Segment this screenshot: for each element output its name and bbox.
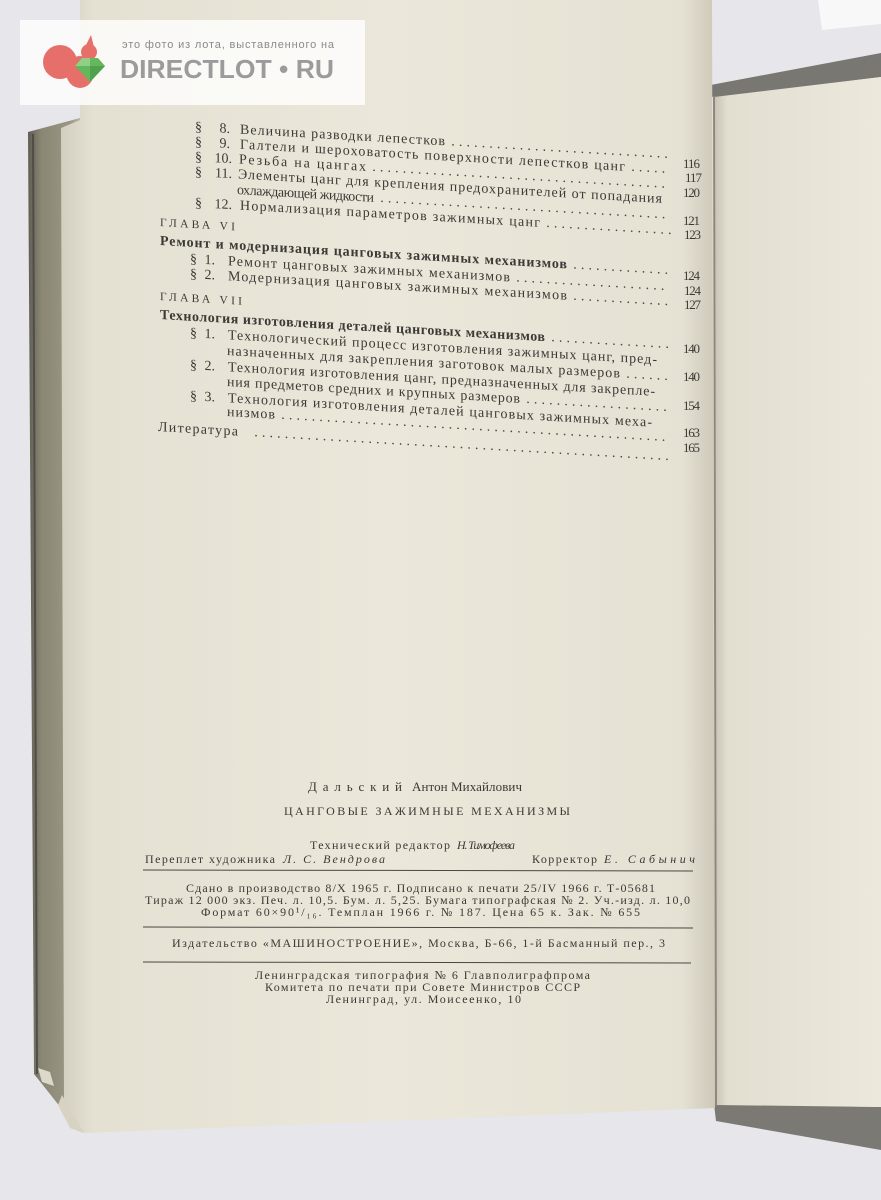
section-number: 2.: [204, 358, 215, 375]
section-sign: §: [190, 267, 197, 283]
page-number: 140: [683, 341, 700, 356]
watermark: [20, 20, 365, 105]
page-number: 124: [684, 283, 701, 298]
corrector-label: Корректор: [532, 852, 597, 866]
page-number: 163: [683, 425, 700, 440]
publisher-line: Издательство «МАШИНОСТРОЕНИЕ», Москва, Б-66, 1-й Басманный пер., 3: [172, 936, 665, 950]
page-number: 140: [683, 369, 700, 384]
section-title: Технология изготовления деталей цанговых зажимных меха-: [228, 391, 652, 431]
section-sign: §: [195, 196, 202, 212]
printer-line: Ленинградская типография № 6 Главполиграфпрома: [255, 968, 590, 982]
chapter-title: Технология изготовления деталей цанговых механизмов: [160, 308, 545, 346]
section-title: Галтели и шероховатость поверхности лепестков цанг: [240, 137, 625, 175]
section-title-continued: назначенных для закрепления заготовок малых размеров: [227, 344, 621, 382]
tech-editor-label: Технический редактор: [310, 838, 450, 852]
cover-artist-label: Переплет художника: [145, 852, 275, 866]
cover-artist-name: Л. С. Вендрова: [283, 852, 385, 866]
corrector-name: Е. Сабынич: [604, 852, 695, 866]
section-number: 12.: [214, 197, 232, 214]
author-given-name: Антон Михайлович: [412, 779, 522, 794]
watermark-caption: это фото из лота, выставленного на: [122, 39, 334, 51]
print-details-line: Сдано в производство 8/X 1965 г. Подписано к печати 25/IV 1966 г. Т-05681: [186, 881, 655, 895]
chapter-title: Ремонт и модернизация цанговых зажимных механизмов: [160, 234, 567, 273]
section-title: Технологический процесс изготовления зажимных цанг, пред-: [228, 328, 657, 368]
page-number: 116: [683, 156, 700, 171]
page-number: 120: [683, 185, 700, 200]
section-title: Нормализация параметров зажимных цанг: [240, 198, 540, 231]
print-details-line: Тираж 12 000 экз. Печ. л. 10,5. Бум. л. 5,25. Бумага типографская № 2. Уч.-изд. л. 10,0: [145, 893, 691, 907]
book-title: ЦАНГОВЫЕ ЗАЖИМНЫЕ МЕХАНИЗМЫ: [284, 804, 570, 818]
page-number: 123: [684, 227, 701, 242]
page-number: 121: [683, 213, 700, 228]
section-sign: §: [190, 389, 197, 405]
section-title: Технология изготовления цанг, предназначенных для закрепле-: [228, 360, 655, 400]
literature-title: Литература: [158, 420, 238, 440]
section-number: 1.: [204, 252, 215, 269]
section-number: 3.: [204, 389, 215, 406]
right-page: [714, 77, 881, 1107]
section-sign: §: [195, 165, 202, 181]
page-number: 165: [683, 440, 700, 455]
section-number: 11.: [215, 166, 232, 183]
section-sign: §: [195, 135, 202, 151]
section-sign: §: [190, 326, 197, 342]
section-title: Величина разводки лепестков: [240, 122, 445, 150]
section-title-continued: ния предметов средних и крупных размеров: [227, 375, 520, 407]
section-number: 1.: [204, 326, 215, 343]
page-number: 117: [685, 170, 702, 185]
page-number: 127: [684, 297, 701, 312]
tech-editor-name: Н. Тимофеева: [457, 838, 515, 852]
section-title: Модернизация цанговых зажимных механизмов: [228, 269, 567, 304]
section-sign: §: [190, 358, 197, 374]
printer-line: Комитета по печати при Совете Министров СССР: [265, 980, 580, 994]
section-number: 10.: [214, 151, 232, 168]
section-sign: §: [195, 150, 202, 166]
section-title-continued: охлаждающей жидкости: [237, 183, 374, 206]
section-title: Элементы цанг для крепления предохранителей от попадания: [238, 167, 662, 207]
section-number: 2.: [204, 267, 215, 284]
page-number: 154: [683, 398, 700, 413]
section-number: 8.: [219, 121, 230, 138]
section-title: Ремонт цанговых зажимных механизмов: [228, 254, 511, 286]
section-title-continued: низмов: [227, 405, 275, 423]
section-title: Резьба на цангах: [239, 152, 366, 175]
printer-line: Ленинград, ул. Моисеенко, 10: [326, 992, 521, 1006]
page-number: 124: [683, 268, 700, 283]
section-number: 9.: [219, 136, 230, 153]
section-sign: §: [190, 252, 197, 268]
print-details-line: Формат 60×90¹/₁₆. Темплан 1966 г. № 187. Цена 65 к. Зак. № 655: [201, 905, 640, 919]
section-sign: §: [195, 120, 202, 136]
author-surname: Дальский: [308, 779, 402, 794]
watermark-brand: DIRECTLOT • RU: [120, 54, 334, 84]
chapter-number: ГЛАВА VII: [160, 291, 242, 308]
chapter-number: ГЛАВА VI: [160, 217, 235, 234]
